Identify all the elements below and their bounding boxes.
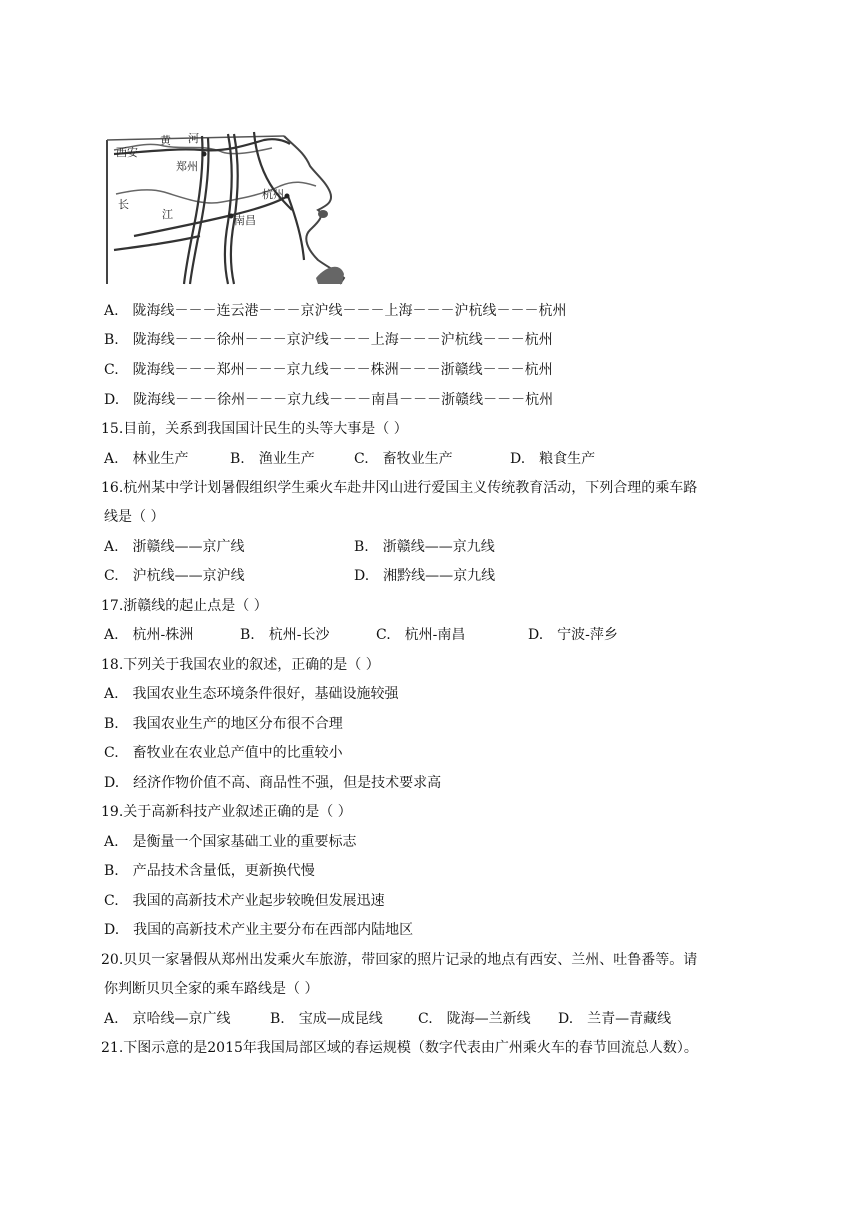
q16-stem-line1: 16.杭州某中学计划暑假组织学生乘火车赴井冈山进行爱国主义传统教育活动，下列合理的乘车路: [101, 480, 698, 496]
q19-option-c: C. 我国的高新技术产业起步较晚但发展迅速: [104, 893, 385, 909]
q18-option-a: A. 我国农业生态环境条件很好，基础设施较强: [104, 686, 399, 702]
q16-options-row2: [104, 566, 784, 586]
q19-option-a: A. 是衡量一个国家基础工业的重要标志: [104, 834, 357, 850]
q20-stem-line1: 20.贝贝一家暑假从郑州出发乘火车旅游，带回家的照片记录的地点有西安、兰州、吐鲁番等。请: [101, 952, 698, 968]
q17-options: [104, 625, 784, 645]
q15-stem: 15.目前，关系到我国国计民生的头等大事是（ ）: [101, 421, 408, 437]
city-dot-nanchang: [229, 214, 234, 219]
map-label-he: 河: [188, 132, 199, 145]
q20-option-c: C. 陇海—兰新线: [418, 1011, 531, 1027]
q16-option-c: C. 沪杭线——京沪线: [104, 568, 245, 584]
map-background: [104, 126, 350, 288]
q16-stem-line2: 线是（ ）: [104, 509, 165, 525]
city-dot-zhengzhou: [202, 152, 207, 157]
q16-options-row1: [104, 537, 784, 557]
q19-option-d: D. 我国的高新技术产业主要分布在西部内陆地区: [104, 922, 414, 938]
q14-option-c: C. 陇海线－－－郑州－－－京九线－－－株洲－－－浙赣线－－－杭州: [104, 362, 553, 378]
q17-option-d: D. 宁波-萍乡: [528, 627, 618, 643]
q20-options: [104, 1009, 784, 1029]
q20-option-d: D. 兰青—青藏线: [558, 1011, 672, 1027]
q21-stem: 21.下图示意的是2015年我国局部区域的春运规模（数字代表由广州乘火车的春节回流总人数）。: [101, 1040, 698, 1056]
q20-option-b: B. 宝成—成昆线: [270, 1011, 383, 1027]
q20-option-a: A. 京哈线—京广线: [104, 1011, 231, 1027]
q15-option-a: A. 林业生产: [104, 451, 189, 467]
q17-stem: 17.浙赣线的起止点是（ ）: [101, 598, 268, 614]
q16-option-d: D. 湘黔线——京九线: [354, 568, 496, 584]
map-label-jiang: 江: [162, 208, 173, 221]
q17-option-c: C. 杭州-南昌: [376, 627, 466, 643]
q16-option-a: A. 浙赣线——京广线: [104, 539, 245, 555]
map-label-zhengzhou: 郑州: [176, 160, 198, 173]
q17-option-b: B. 杭州-长沙: [240, 627, 330, 643]
city-dot-hangzhou: [285, 194, 290, 199]
q18-option-d: D. 经济作物价值不高、商品性不强，但是技术要求高: [104, 775, 442, 791]
railway-map: [104, 126, 350, 288]
q19-option-b: B. 产品技术含量低，更新换代慢: [104, 863, 315, 879]
q15-option-b: B. 渔业生产: [230, 451, 315, 467]
q15-options: [104, 449, 784, 469]
q14-option-d: D. 陇海线－－－徐州－－－京九线－－－南昌－－－浙赣线－－－杭州: [104, 392, 554, 408]
q14-option-a: A. 陇海线－－－连云港－－－京沪线－－－上海－－－沪杭线－－－杭州: [104, 303, 567, 319]
map-label-chang: 长: [118, 198, 129, 211]
q19-stem: 19.关于高新科技产业叙述正确的是（ ）: [101, 804, 352, 820]
q17-option-a: A. 杭州-株洲: [104, 627, 194, 643]
map-label-hangzhou: 杭州: [262, 188, 284, 201]
map-label-huang: 黄: [160, 134, 171, 147]
q18-option-b: B. 我国农业生产的地区分布很不合理: [104, 716, 343, 732]
q20-stem-line2: 你判断贝贝全家的乘车路线是（ ）: [104, 981, 319, 997]
q15-option-c: C. 畜牧业生产: [354, 451, 453, 467]
map-label-nanchang: 南昌: [234, 214, 256, 227]
q18-option-c: C. 畜牧业在农业总产值中的比重较小: [104, 745, 343, 761]
island: [318, 210, 328, 218]
q16-option-b: B. 浙赣线——京九线: [354, 539, 495, 555]
q15-option-d: D. 粮食生产: [510, 451, 596, 467]
map-label-xian: 西安: [116, 146, 138, 159]
q18-stem: 18.下列关于我国农业的叙述，正确的是（ ）: [101, 657, 380, 673]
q14-option-b: B. 陇海线－－－徐州－－－京沪线－－－上海－－－沪杭线－－－杭州: [104, 332, 553, 348]
